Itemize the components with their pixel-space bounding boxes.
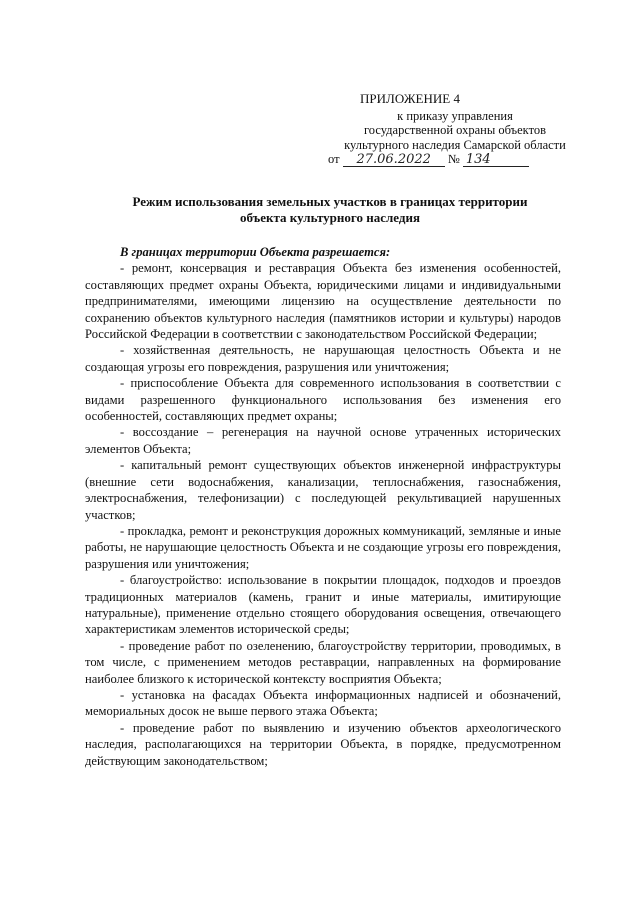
list-item: - хозяйственная деятельность, не нарушающая целостность Объекта и не создающая угрозы его повреждения, разрушения или уничтожения;: [85, 343, 561, 374]
appendix-line-3: культурного наследия Самарской области: [344, 137, 566, 152]
list-item: - проведение работ по озеленению, благоустройству территории, проводимых, в том числе, с применением методов реставрации, направленных на формирование наиболее близкого к исторической контексту восприятия Объекта;: [85, 638, 561, 686]
list-item: - проведение работ по выявлению и изучению объектов археологического наследия, располагающихся на территории Объекта, в порядке, предусмотренном действующим законодательством;: [85, 720, 561, 768]
section-title: В границах территории Объекта разрешается:: [120, 245, 391, 259]
appendix-line-1: к приказу управления: [397, 108, 513, 123]
list-item: - прокладка, ремонт и реконструкция дорожных коммуникаций, земляные и иные работы, не нарушающие целостность Объекта и не создающие угрозы его повреждения, разрушения или уничтожения;: [85, 523, 561, 571]
list-item: - капитальный ремонт существующих объектов инженерной инфраструктуры (внешние сети водоснабжения, канализации, теплоснабжения, газоснабжения, электроснабжения, телефонизации) с последующей рекультивацией нарушенных участков;: [85, 458, 561, 522]
number-prefix: №: [447, 152, 460, 166]
appendix-line-2: государственной охраны объектов: [363, 123, 547, 137]
list-item: - благоустройство: использование в покрытии площадок, подходов и проездов традиционных материалов (камень, гранит и иные материалы, имитирующие натуральные), применение отдельно стоящего оборудования освещения, отвечающего характеристикам элементов исторической среды;: [85, 573, 561, 637]
list-item: - воссоздание – регенерация на научной основе утраченных исторических элементов Объекта;: [85, 425, 561, 456]
heading-line-1: Режим использования земельных участков в границах территории: [132, 194, 528, 209]
date-prefix: от: [328, 152, 340, 166]
list-item: - ремонт, консервация и реставрация Объекта без изменения особенностей, составляющих предмет охраны Объекта, юридическими лицами и индивидуальными предпринимателями, имеющими лицензию на осуществление деятельности по сохранению объектов культурного наследия (памятников истории и культуры) народов Российской Федерации в соответствии с законодательством Российской Федерации;: [85, 261, 561, 342]
heading-line-2: объекта культурного наследия: [240, 210, 420, 225]
document-heading: [100, 194, 560, 226]
list-item: - установка на фасадах Объекта информационных надписей и обозначений, мемориальных досок не выше первого этажа Объекта;: [85, 687, 561, 719]
document-body: [85, 244, 561, 769]
handwritten-number: 134: [463, 154, 529, 167]
handwritten-date: 27.06.2022: [343, 154, 445, 167]
list-item: - приспособление Объекта для современного использования в соответствии с видами разрешенного функционального использования без изменения его особенностей, составляющих предмет охраны;: [85, 376, 561, 424]
order-date-number-line: [270, 152, 600, 167]
appendix-title: ПРИЛОЖЕНИЕ 4: [360, 91, 460, 106]
appendix-block: [270, 92, 600, 167]
